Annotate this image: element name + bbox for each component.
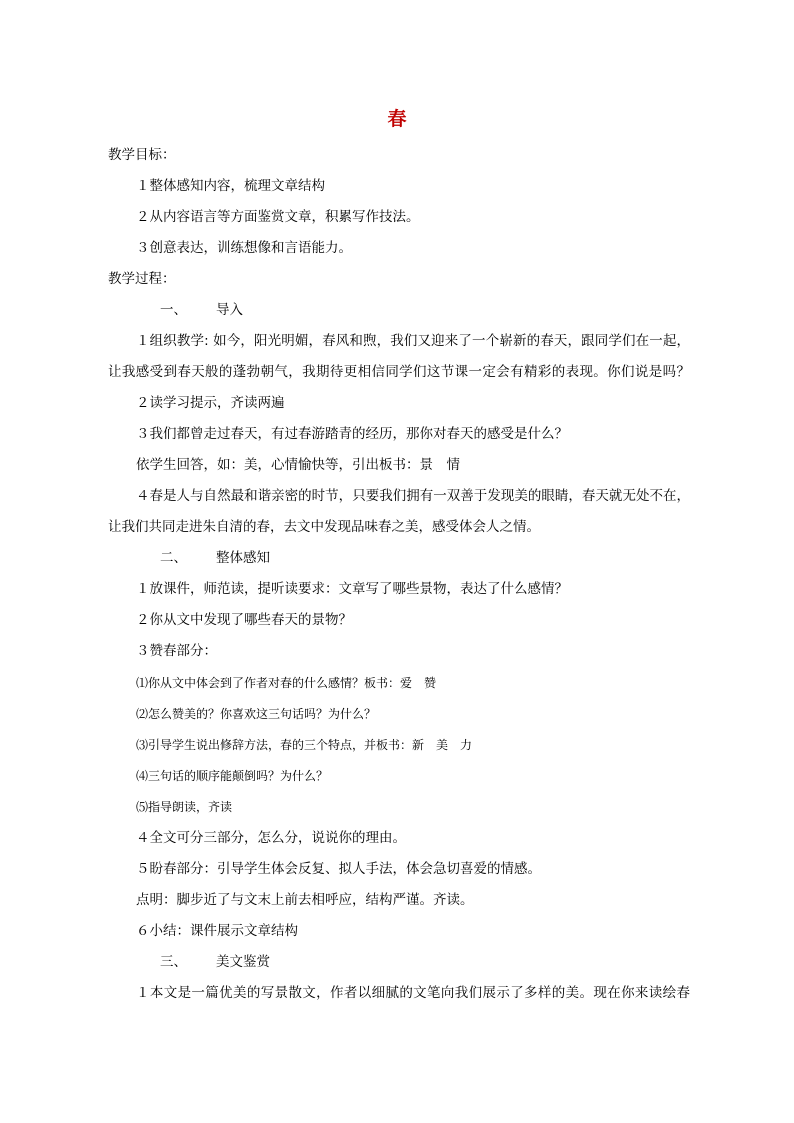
- paragraph-line: ３赞春部分：: [136, 643, 217, 659]
- paragraph-line: 点明：脚步近了与文末上前去相呼应，结构严谨。齐读。: [136, 892, 474, 908]
- part-heading: [160, 549, 698, 567]
- sub-item: ⑶引导学生说出修辞方法，春的三个特点，并板书：新 美 力: [136, 738, 473, 752]
- section-heading-process: 教学过程：: [108, 271, 176, 287]
- paragraph-line: ４春是人与自然最和谐亲密的时节，只要我们拥有一双善于发现美的眼睛，春天就无处不在，: [136, 488, 690, 504]
- part-title: 美文鉴赏: [216, 954, 270, 970]
- goal-item: ２从内容语言等方面鉴赏文章，积累写作技法。: [136, 209, 420, 225]
- paragraph-line: 依学生回答，如：美，心情愉快等，引出板书：景 情: [136, 457, 460, 473]
- section-heading-goals: 教学目标：: [108, 147, 176, 163]
- goal-item: ３创意表达，训练想像和言语能力。: [136, 240, 352, 256]
- paragraph-line: ５盼春部分：引导学生体会反复、拟人手法，体会急切喜爱的情感。: [136, 861, 541, 877]
- part-heading: [160, 301, 698, 319]
- sub-item: ⑸指导朗读，齐读: [136, 800, 233, 814]
- paragraph-line: １本文是一篇优美的写景散文，作者以细腻的文笔向我们展示了多样的美。现在你来读绘春: [136, 985, 690, 1001]
- sub-item: ⑵怎么赞美的？你喜欢这三句话吗？为什么？: [136, 707, 377, 721]
- part-number: 一、: [160, 302, 187, 318]
- part-number: 二、: [160, 550, 187, 566]
- paragraph-line: ６小结：课件展示文章结构: [136, 923, 298, 939]
- part-number: 三、: [160, 954, 187, 970]
- paragraph-line: ２读学习提示，齐读两遍: [136, 395, 285, 411]
- paragraph-line: 让我们共同走进朱自清的春，去文中发现品味春之美，感受体会人之情。: [108, 519, 540, 535]
- part-title: 导入: [216, 302, 243, 318]
- paragraph-line: １组织教学: 如今，阳光明媚，春风和煦，我们又迎来了一个崭新的春天，跟同学们在一起，: [136, 333, 690, 349]
- goal-item: １整体感知内容，梳理文章结构: [136, 178, 325, 194]
- paragraph-line: １放课件，师范读，提听读要求：文章写了哪些景物，表达了什么感情？: [136, 581, 568, 597]
- sub-item: ⑴你从文中体会到了作者对春的什么感情？板书：爱 赞: [136, 676, 437, 690]
- part-heading: [160, 953, 698, 971]
- sub-item: ⑷三句话的顺序能颠倒吗？为什么？: [136, 769, 329, 783]
- paragraph-line: ４全文可分三部分，怎么分，说说你的理由。: [136, 830, 406, 846]
- paragraph-line: ２你从文中发现了哪些春天的景物？: [136, 612, 352, 628]
- paragraph-line: 让我感受到春天般的蓬勃朝气，我期待更相信同学们这节课一定会有精彩的表现。你们说是吗？: [108, 364, 690, 380]
- paragraph-line: ３我们都曾走过春天，有过春游踏青的经历，那你对春天的感受是什么？: [136, 426, 568, 442]
- document-title: 春: [387, 108, 407, 130]
- part-title: 整体感知: [216, 550, 270, 566]
